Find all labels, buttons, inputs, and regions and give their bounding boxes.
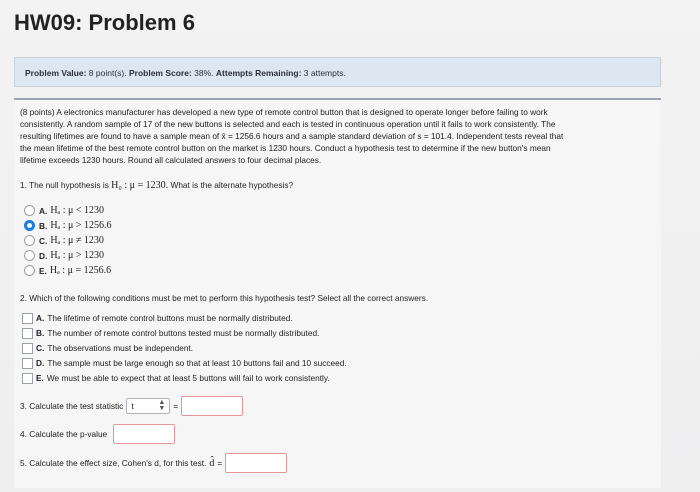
option-letter: D. <box>36 358 45 368</box>
question-1-text: 1. The null hypothesis is <box>20 180 109 190</box>
radio-button[interactable] <box>24 265 35 276</box>
option-expression: Hₐ : μ ≠ 1230 <box>50 235 104 246</box>
q2-option-d[interactable] <box>22 357 347 369</box>
question-1-prompt: What is the alternate hypothesis? <box>170 180 294 190</box>
option-letter: A. <box>39 205 48 216</box>
q1-option-b[interactable] <box>24 219 112 232</box>
question-4-text: 4. Calculate the p-value <box>20 429 108 439</box>
option-text: The observations must be independent. <box>47 343 194 353</box>
option-text: The sample must be large enough so that at least 10 buttons fail and 10 succeed. <box>47 358 347 368</box>
option-letter: A. <box>36 313 45 323</box>
problem-statement <box>20 106 656 166</box>
page-title: HW09: Problem 6 <box>14 10 195 35</box>
q2-option-c[interactable] <box>22 342 193 354</box>
option-letter: D. <box>39 250 48 261</box>
equals-sign: = <box>173 401 179 411</box>
checkbox[interactable] <box>22 328 33 339</box>
question-1 <box>20 180 293 191</box>
attempts-remaining-label: Attempts Remaining: <box>215 68 302 78</box>
checkbox[interactable] <box>22 373 33 384</box>
q2-option-b[interactable] <box>22 327 319 339</box>
option-text: We must be able to expect that at least 5 buttons will fail to work consistently. <box>46 373 330 383</box>
test-statistic-input[interactable] <box>181 396 243 416</box>
option-letter: B. <box>36 328 45 338</box>
question-4 <box>20 424 175 444</box>
option-text: The lifetime of remote control buttons must be normally distributed. <box>47 313 293 323</box>
q1-option-e[interactable] <box>24 264 111 277</box>
q1-option-c[interactable] <box>24 234 104 247</box>
option-expression: Hₐ : μ > 1256.6 <box>50 220 112 231</box>
option-letter: C. <box>36 343 45 353</box>
checkbox[interactable] <box>22 343 33 354</box>
question-2-text: 2. Which of the following conditions must be met to perform this hypothesis test? Select all the correct answers. <box>20 293 429 303</box>
question-5-text: 5. Calculate the effect size, Cohen's d, for this test. <box>20 458 207 468</box>
radio-button[interactable] <box>24 205 35 216</box>
select-value: t <box>131 401 134 411</box>
option-expression: Hₐ : μ > 1230 <box>50 250 105 261</box>
effect-size-symbol: d̂ <box>209 457 215 469</box>
option-letter: E. <box>39 265 47 276</box>
q2-option-a[interactable] <box>22 312 293 324</box>
checkbox[interactable] <box>22 313 33 324</box>
updown-caret-icon: ▲ ▼ <box>158 399 166 412</box>
question-5 <box>20 453 287 473</box>
option-expression: Hₐ : μ < 1230 <box>50 205 105 216</box>
q1-option-d[interactable] <box>24 249 104 262</box>
question-3-text: 3. Calculate the test statistic <box>20 401 124 411</box>
statement-line: (8 points) A electronics manufacturer has developed a new type of remote control button that is designed to operate longer before failing to work <box>20 107 548 117</box>
problem-info-bar <box>14 57 661 87</box>
radio-button-selected[interactable] <box>24 220 35 231</box>
option-letter: C. <box>39 235 48 246</box>
checkbox[interactable] <box>22 358 33 369</box>
radio-button[interactable] <box>24 235 35 246</box>
radio-button[interactable] <box>24 250 35 261</box>
option-text: The number of remote control buttons tested must be normally distributed. <box>47 328 320 338</box>
equals-sign: = <box>217 458 223 468</box>
option-letter: B. <box>39 220 48 231</box>
statistic-type-select[interactable] <box>126 398 170 414</box>
problem-value: 8 point(s). <box>88 68 127 78</box>
option-letter: E. <box>36 373 44 383</box>
effect-size-input[interactable] <box>225 453 287 473</box>
question-3 <box>20 396 243 416</box>
statement-line: the mean lifetime of the best remote control button on the market is 1230 hours. Conduct a hypothesis test to determine if the new button's mean <box>20 143 551 153</box>
problem-value-label: Problem Value: <box>25 68 87 78</box>
statement-line: consistently. A random sample of 17 of the new buttons is selected and each is tested in continuous operation until it fails to work consistently. The <box>20 119 556 129</box>
q2-option-e[interactable] <box>22 372 330 384</box>
p-value-input[interactable] <box>113 424 175 444</box>
option-expression: Hₐ : μ = 1256.6 <box>49 265 112 276</box>
problem-score-label: Problem Score: <box>128 68 192 78</box>
problem-score: 38%. <box>194 68 214 78</box>
statement-line: lifetime exceeds 1230 hours. Round all calculated answers to four decimal places. <box>20 155 322 165</box>
statement-line: resulting lifetimes are found to have a sample mean of x̄ = 1256.6 hours and a sample standard deviation of s = 101.4. Independent tests reveal that <box>20 131 564 141</box>
q1-option-a[interactable] <box>24 204 104 217</box>
problem-card <box>14 98 661 488</box>
null-hypothesis: H₀ : μ = 1230. <box>111 180 169 191</box>
attempts-remaining: 3 attempts. <box>303 68 346 78</box>
